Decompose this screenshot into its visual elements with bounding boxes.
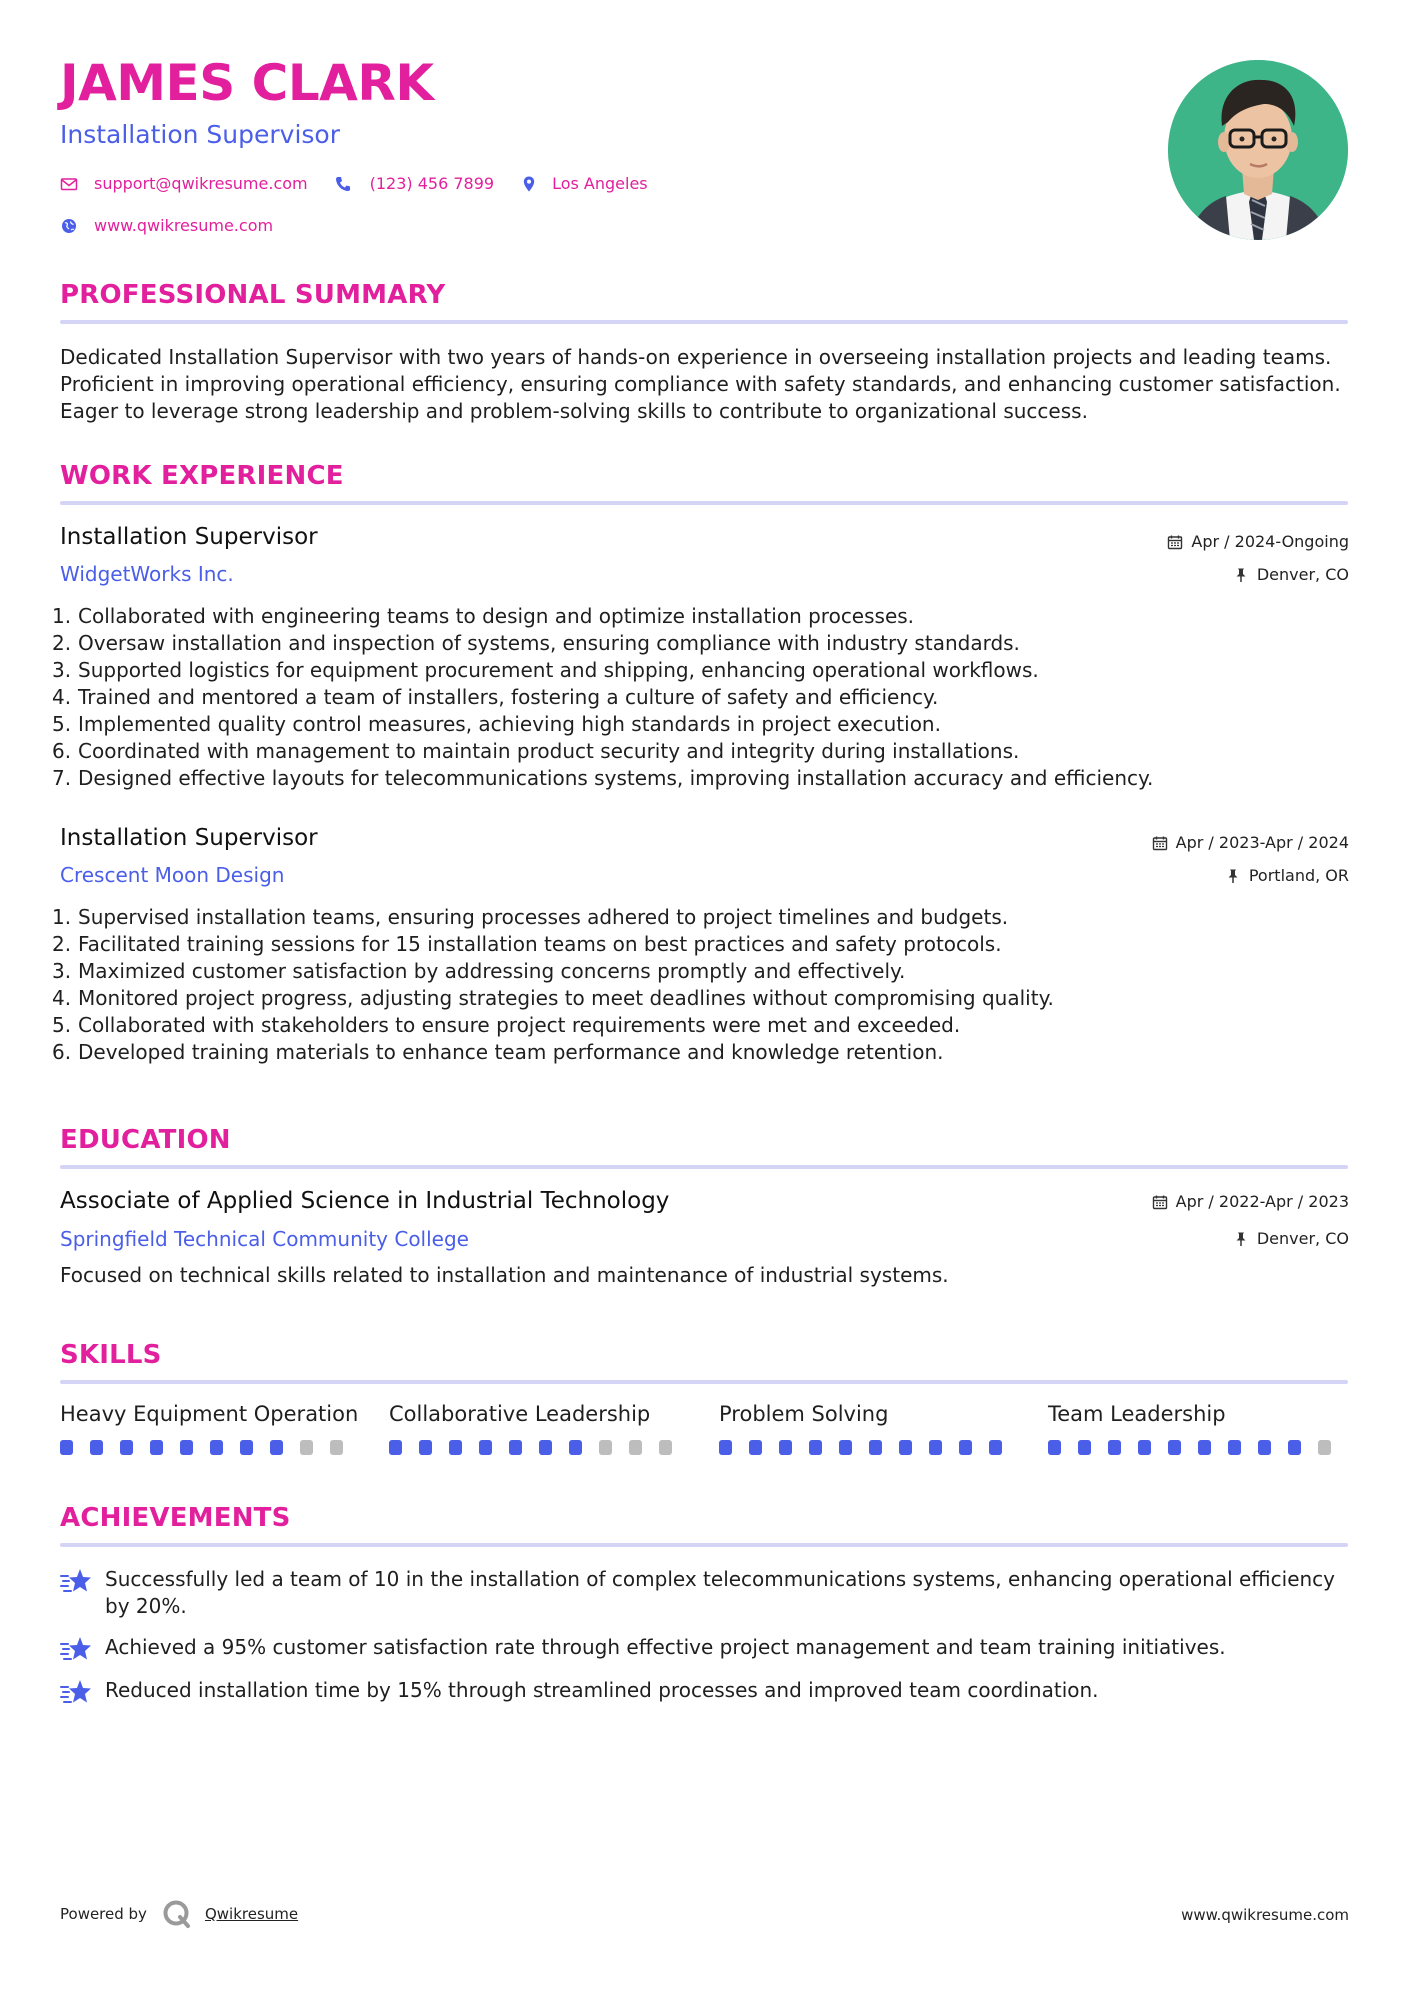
skill-item	[389, 1402, 689, 1455]
job-dates-text: Apr / 2023-Apr / 2024	[1175, 833, 1349, 852]
skill-dot-filled	[1078, 1440, 1091, 1455]
contact-phone[interactable]	[334, 174, 494, 193]
skill-dot-filled	[1198, 1440, 1211, 1455]
education-location-text: Denver, CO	[1256, 1229, 1349, 1248]
skill-name: Problem Solving	[719, 1402, 889, 1426]
section-divider	[60, 320, 1348, 324]
list-item: 1. Collaborated with engineering teams to design and optimize installation processes.	[52, 604, 915, 628]
skill-dot-filled	[929, 1440, 942, 1455]
summary-title: PROFESSIONAL SUMMARY	[60, 280, 446, 310]
skill-dot-filled	[959, 1440, 972, 1455]
list-item: 7. Designed effective layouts for telecommunications systems, improving installation accuracy and efficiency.	[52, 766, 1154, 790]
skill-dot-filled	[150, 1440, 163, 1455]
star-icon	[60, 1677, 92, 1707]
skill-dot-empty	[300, 1440, 313, 1455]
skill-dot-filled	[569, 1440, 582, 1455]
contact-email[interactable]	[60, 174, 308, 193]
skill-dot-filled	[60, 1440, 73, 1455]
skill-dot-filled	[1258, 1440, 1271, 1455]
skill-dot-filled	[120, 1440, 133, 1455]
skill-dot-filled	[779, 1440, 792, 1455]
skill-dot-filled	[749, 1440, 762, 1455]
list-item: 5. Collaborated with stakeholders to ensure project requirements were met and exceeded.	[52, 1013, 961, 1037]
summary-text: Dedicated Installation Supervisor with two years of hands-on experience in overseeing installation projects and leading teams. Proficient in improving operational efficiency, ensuring compliance with safety standards, and enhancing customer satisfaction. Eager to leverage strong leadership and problem-solving skills to contribute to organizational success.	[60, 345, 1341, 423]
section-divider	[60, 1165, 1348, 1169]
pushpin-icon	[1225, 868, 1241, 884]
skill-dot-filled	[1228, 1440, 1241, 1455]
list-item: 3. Supported logistics for equipment procurement and shipping, enhancing operational workflows.	[52, 658, 1039, 682]
skill-dot-filled	[509, 1440, 522, 1455]
qwikresume-link[interactable]: Qwikresume	[204, 1905, 299, 1923]
skill-dot-filled	[389, 1440, 402, 1455]
list-item: 4. Trained and mentored a team of installers, fostering a culture of safety and efficiency.	[52, 685, 939, 709]
footer-website-link[interactable]: www.qwikresume.com	[1181, 1906, 1349, 1924]
job-dates	[1167, 532, 1349, 551]
skill-dot-empty	[659, 1440, 672, 1455]
section-divider	[60, 1543, 1348, 1547]
skill-dot-filled	[1108, 1440, 1121, 1455]
skill-dot-filled	[869, 1440, 882, 1455]
skill-dot-filled	[1168, 1440, 1181, 1455]
skill-dot-filled	[809, 1440, 822, 1455]
phone-text: (123) 456 7899	[369, 174, 495, 193]
job-title: Installation Supervisor	[60, 825, 318, 851]
footer-powered-by	[60, 1898, 298, 1930]
star-icon	[60, 1634, 92, 1664]
job-bullets	[52, 904, 1352, 1066]
skill-name: Team Leadership	[1048, 1402, 1226, 1426]
achievement-text: Reduced installation time by 15% through streamlined processes and improved team coordination.	[105, 1678, 1099, 1702]
achievement-text: Successfully led a team of 10 in the installation of complex telecommunications systems, enhancing operational efficiency by 20%.	[105, 1567, 1336, 1618]
skill-rating	[1048, 1440, 1348, 1455]
skills-title: SKILLS	[60, 1340, 162, 1370]
star-icon	[60, 1566, 92, 1596]
list-item: 3. Maximized customer satisfaction by addressing concerns promptly and effectively.	[52, 959, 906, 983]
skill-dot-filled	[449, 1440, 462, 1455]
skill-dot-empty	[599, 1440, 612, 1455]
job-title: Installation Supervisor	[60, 524, 318, 550]
skill-rating	[60, 1440, 360, 1455]
job-company: Crescent Moon Design	[60, 863, 285, 887]
skill-dot-filled	[419, 1440, 432, 1455]
list-item: 4. Monitored project progress, adjusting strategies to meet deadlines without compromising quality.	[52, 986, 1054, 1010]
skill-dot-filled	[210, 1440, 223, 1455]
email-text: support@qwikresume.com	[94, 174, 308, 193]
achievements-title: ACHIEVEMENTS	[60, 1503, 291, 1533]
skill-name: Heavy Equipment Operation	[60, 1402, 359, 1426]
job-dates	[1152, 833, 1349, 852]
map-pin-icon	[520, 175, 538, 193]
list-item: 2. Oversaw installation and inspection of systems, ensuring compliance with industry standards.	[52, 631, 1020, 655]
skill-dot-filled	[1138, 1440, 1151, 1455]
powered-by-label: Powered by	[60, 1905, 147, 1923]
achievement-item	[60, 1634, 1350, 1664]
education-location	[1233, 1229, 1349, 1248]
calendar-icon	[1152, 835, 1168, 851]
skill-dot-filled	[180, 1440, 193, 1455]
achievement-item	[60, 1677, 1350, 1707]
job-location	[1233, 565, 1349, 584]
skill-item	[60, 1402, 360, 1455]
skill-rating	[389, 1440, 689, 1455]
job-location	[1225, 866, 1349, 885]
list-item: 5. Implemented quality control measures, achieving high standards in project execution.	[52, 712, 941, 736]
pushpin-icon	[1233, 567, 1249, 583]
list-item: 6. Coordinated with management to maintain product security and integrity during installations.	[52, 739, 1020, 763]
skill-dot-empty	[330, 1440, 343, 1455]
achievement-item	[60, 1566, 1350, 1620]
skill-dot-filled	[479, 1440, 492, 1455]
envelope-icon	[60, 175, 78, 193]
job-location-text: Denver, CO	[1256, 565, 1349, 584]
job-location-text: Portland, OR	[1248, 866, 1349, 885]
skill-name: Collaborative Leadership	[389, 1402, 651, 1426]
achievement-text: Achieved a 95% customer satisfaction rate through effective project management and team training initiatives.	[105, 1635, 1226, 1659]
degree-title: Associate of Applied Science in Industrial Technology	[60, 1188, 670, 1214]
job-company: WidgetWorks Inc.	[60, 562, 234, 586]
phone-icon	[334, 175, 352, 193]
skill-dot-filled	[1048, 1440, 1061, 1455]
education-title: EDUCATION	[60, 1125, 231, 1155]
skill-dot-filled	[90, 1440, 103, 1455]
list-item: 2. Facilitated training sessions for 15 installation teams on best practices and safety protocols.	[52, 932, 1002, 956]
calendar-icon	[1152, 1194, 1168, 1210]
candidate-role: Installation Supervisor	[60, 120, 340, 149]
profile-photo	[1168, 60, 1348, 240]
skill-dot-filled	[1288, 1440, 1301, 1455]
skill-dot-empty	[629, 1440, 642, 1455]
contact-location	[520, 174, 648, 193]
skill-dot-empty	[1318, 1440, 1331, 1455]
globe-icon	[60, 217, 78, 235]
list-item: 6. Developed training materials to enhance team performance and knowledge retention.	[52, 1040, 944, 1064]
education-dates	[1152, 1192, 1349, 1211]
skill-dot-filled	[839, 1440, 852, 1455]
skill-dot-filled	[719, 1440, 732, 1455]
candidate-name: JAMES CLARK	[60, 54, 434, 112]
skill-dot-filled	[240, 1440, 253, 1455]
contact-row-primary	[60, 174, 674, 193]
contact-website[interactable]	[60, 216, 273, 235]
experience-title: WORK EXPERIENCE	[60, 461, 344, 491]
skill-item	[1048, 1402, 1348, 1455]
education-description: Focused on technical skills related to installation and maintenance of industrial systems.	[60, 1263, 949, 1287]
skill-dot-filled	[989, 1440, 1002, 1455]
job-bullets	[52, 603, 1352, 792]
location-text: Los Angeles	[552, 174, 648, 193]
section-divider	[60, 1380, 1348, 1384]
website-text: www.qwikresume.com	[94, 216, 274, 235]
skill-dot-filled	[899, 1440, 912, 1455]
skill-item	[719, 1402, 1019, 1455]
skill-dot-filled	[539, 1440, 552, 1455]
calendar-icon	[1167, 534, 1183, 550]
qwikresume-logo-icon	[161, 1898, 193, 1930]
school-name: Springfield Technical Community College	[60, 1227, 469, 1251]
section-divider	[60, 501, 1348, 505]
job-dates-text: Apr / 2024-Ongoing	[1191, 532, 1349, 551]
skill-rating	[719, 1440, 1019, 1455]
skill-dot-filled	[270, 1440, 283, 1455]
contact-row-secondary	[60, 216, 299, 235]
pushpin-icon	[1233, 1231, 1249, 1247]
education-dates-text: Apr / 2022-Apr / 2023	[1175, 1192, 1349, 1211]
list-item: 1. Supervised installation teams, ensuring processes adhered to project timelines and budgets.	[52, 905, 1009, 929]
